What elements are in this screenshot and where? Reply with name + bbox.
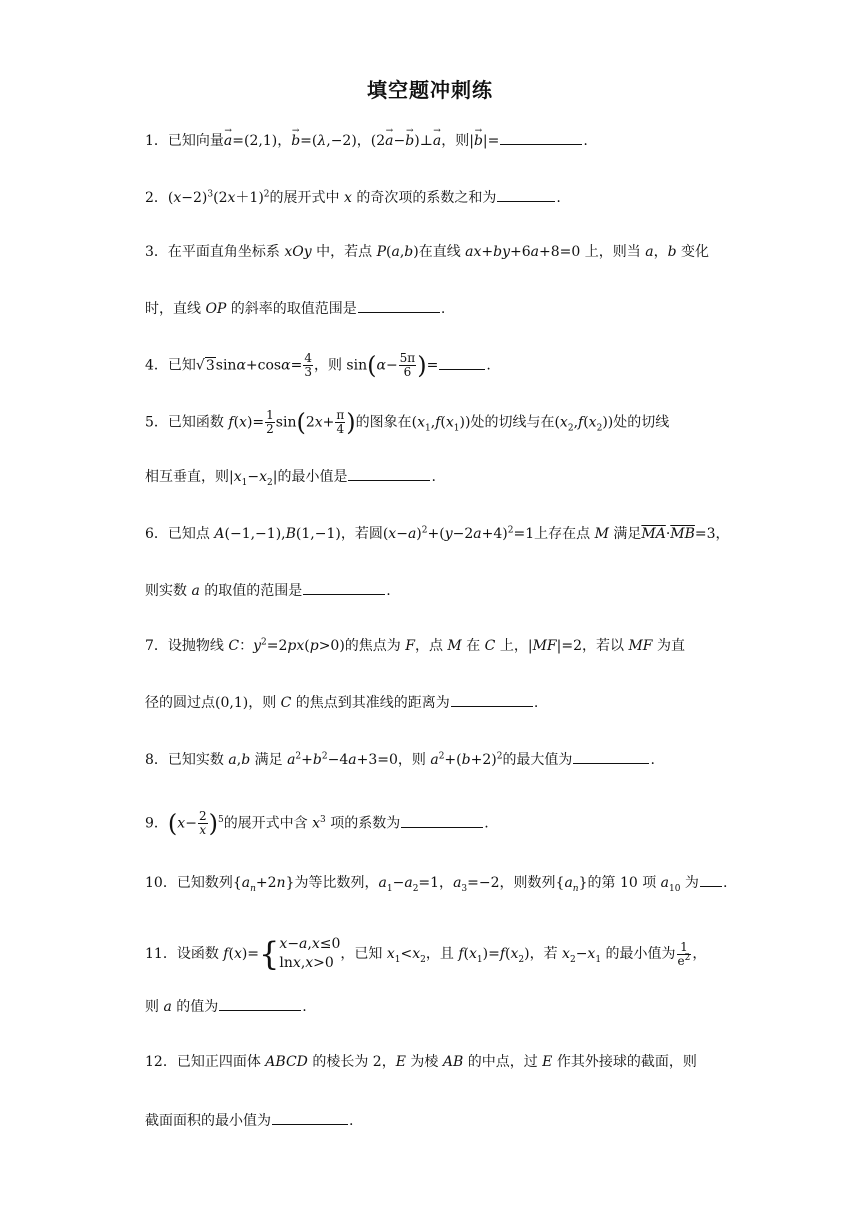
problem-7-cont: 径的圆过点(0,1)，则 C 的焦点到其准线的距离为 .: [145, 692, 725, 713]
problem-number: 9．: [145, 815, 168, 832]
problem-number: 8．: [145, 752, 168, 768]
answer-blank[interactable]: [573, 749, 649, 764]
problem-7: 7．设抛物线 C：$y^2=2px(p>0)$的焦点为 F，点 M 在 C 上，|MF|=2，若以 MF 为直: [145, 637, 685, 654]
answer-blank[interactable]: [700, 872, 722, 887]
problem-10: 10．已知数列$\{a_n+2n\}$为等比数列，$a_1-a_2=1$，$a_3=-2$，则数列$\{a_n\}$的第 10 项 $a_{10}$ 为 .: [145, 872, 725, 893]
page-title: 填空题冲刺练: [367, 78, 493, 102]
problem-number: 12．: [145, 1054, 177, 1070]
answer-blank[interactable]: [358, 298, 440, 313]
problem-number: 4．: [145, 357, 168, 374]
problem-12-cont: 截面面积的最小值为 .: [145, 1110, 725, 1131]
answer-blank[interactable]: [497, 187, 555, 202]
problem-number: 5．: [145, 414, 168, 431]
problem-6-cont: 则实数 a 的取值的范围是 .: [145, 580, 725, 601]
problem-2: 2．$(x-2)^3(2x+1)^2$的展开式中 x 的奇次项的系数之和为 .: [145, 187, 725, 208]
problem-1: 1．已知向量→ a=(2,1)，→ b=(λ,−2)，(2→ a−→ b)⊥→ a，则|→ b|= .: [145, 130, 725, 151]
answer-blank[interactable]: [272, 1110, 348, 1125]
problem-4: 4．已知√3sinα+cosα= $\frac{4}{3}$ ，则 sin(α− $\frac{5\pi}{6}$ )= .: [145, 351, 491, 380]
problem-3-cont: 时，直线 OP 的斜率的取值范围是 .: [145, 298, 725, 319]
problem-number: 7．: [145, 638, 168, 654]
problem-12: 12．已知正四面体 ABCD 的棱长为 2，E 为棱 AB 的中点，过 E 作其外接球的截面，则: [145, 1054, 697, 1070]
problem-number: 11．: [145, 946, 177, 962]
answer-blank[interactable]: [451, 692, 533, 707]
problem-11: 11．设函数 f(x)={ x−a,x≤0 lnx,x>0 ，已知 $x_1<x_2$，且 $f(x_1)=f(x_2)$，若 $x_2-x_1$ 的最小值为 $\frac{1}{e^2}$ ，: [145, 935, 707, 973]
problem-11-cont: 则 a 的值为 .: [145, 996, 725, 1017]
problem-number: 1．: [145, 133, 168, 149]
problem-5-cont: 相互垂直，则$|x_1-x_2|$的最小值是 .: [145, 466, 725, 487]
answer-blank[interactable]: [219, 996, 301, 1011]
problem-9: 9．(x− $\frac{2}{x}$ )$^5$的展开式中含 $x^3$ 项的系数为 .: [145, 809, 489, 838]
problem-number: 6．: [145, 526, 168, 542]
problem-number: 10．: [145, 875, 177, 891]
answer-blank[interactable]: [439, 355, 485, 370]
answer-blank[interactable]: [401, 813, 483, 828]
problem-8: 8．已知实数 a,b 满足 $a^2+b^2-4a+3=0$，则 $a^2+(b+2)^2$的最大值为 .: [145, 749, 725, 770]
answer-blank[interactable]: [303, 580, 385, 595]
problem-5: 5．已知函数 f(x)= $\frac{1}{2}$ sin(2x+ $\frac{\pi}{4}$ )的图象在$(x_1,f(x_1))$处的切线与在$(x_2,f(x_2))$处的切线: [145, 408, 670, 437]
problem-number: 3．: [145, 244, 168, 260]
problem-number: 2．: [145, 190, 168, 206]
answer-blank[interactable]: [348, 466, 430, 481]
problem-3: 3．在平面直角坐标系 xOy 中，若点 P(a,b)在直线 ax+by+6a+8=0 上，则当 a，b 变化: [145, 244, 709, 260]
problem-6: 6．已知点 A(−1,−1),B(1,−1)，若圆$(x-a)^2+(y-2a+4)^2=1$上存在点 M 满足$\overline{MA}\cdot\overline{MB}=3$，: [145, 525, 730, 542]
answer-blank[interactable]: [500, 130, 582, 145]
